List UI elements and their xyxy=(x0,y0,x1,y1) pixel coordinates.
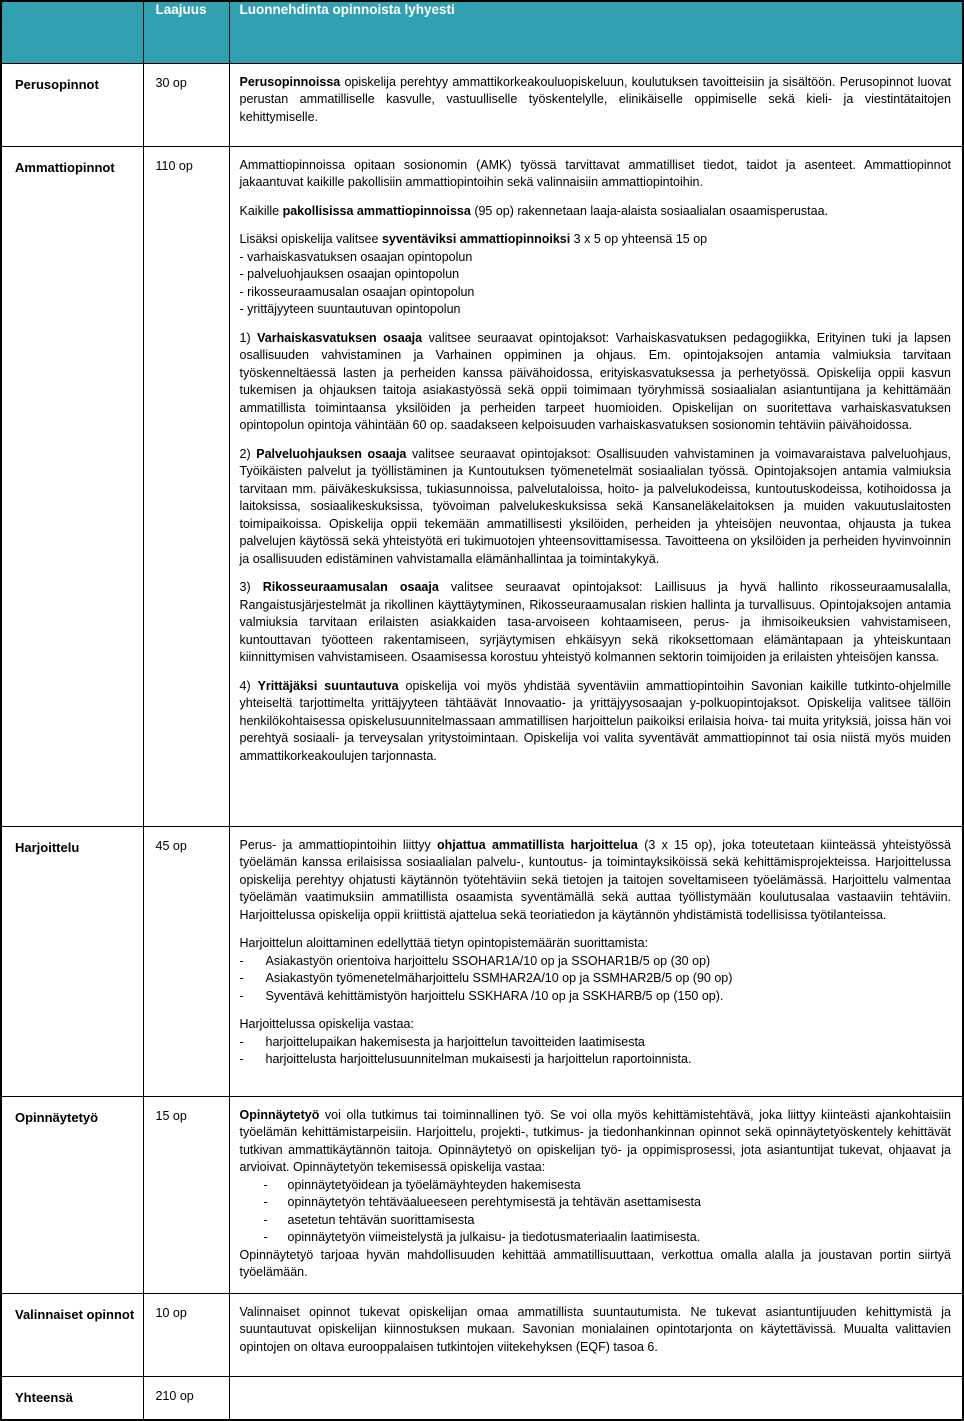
list-item-text: opinnäytetyön tehtäväalueeseen perehtymisestä ja tehtävän asettamisesta xyxy=(287,1195,701,1209)
list-dash: - xyxy=(239,971,244,985)
paragraph: 3) Rikosseuraamusalan osaaja valitsee seuraavat opintojaksot: Laillisuus ja hyvä hallinto rikosseuraamusalalla, Rangaistusjärjestelmät ja rikollinen käyttäytyminen, Rikosseuraamusalan riskien hallinta ja turvallisuus. Opintojaksojen antamia valmiuksia tarvitaan erilaisten asiakkaiden tasa-arvoiseen kohtaamiseen, perus- ja ihmisoikeuksien vahvistamiseen, kuntouttavan työotteen rakentamiseen, syrjäytymisen ehkäisyyn sekä rikoksettomaan elämäntapaan ja yhteiskuntaan kiinnittymisen vahvistamiseen. Osaamisessa korostuu yhteistyö kolmannen sektorin toimijoiden ja erilaisten yhteisöjen kanssa. xyxy=(239,580,951,664)
row-credits: 45 op xyxy=(143,826,229,1096)
list-dash: - xyxy=(263,1212,268,1227)
paragraph: - yrittäjyyteen suuntautuvan opintopolun xyxy=(239,302,461,316)
row-credits: 110 op xyxy=(143,146,229,826)
table-row-perusopinnot xyxy=(1,63,963,146)
list-dash: - xyxy=(239,1034,244,1049)
list-item xyxy=(264,1177,952,1195)
row-credits: 30 op xyxy=(143,63,229,146)
header-row xyxy=(1,1,963,63)
list-item-text: Syventävä kehittämistyön harjoittelu SSKHARA /10 op ja SSKHARB/5 op (150 op). xyxy=(265,988,724,1003)
list-item xyxy=(240,970,952,988)
row-label: Ammattiopinnot xyxy=(1,146,143,826)
header-cell-laajuus: Laajuus xyxy=(143,1,229,63)
row-description xyxy=(229,1376,963,1420)
row-description xyxy=(229,1096,963,1293)
list-item-text: asetetun tehtävän suorittamisesta xyxy=(287,1212,475,1227)
table-row-valinnaiset-opinnot xyxy=(1,1293,963,1376)
table-row-ammattiopinnot xyxy=(1,146,963,826)
list-item-text: Asiakastyön orientoiva harjoittelu SSOHAR1A/10 op ja SSOHAR1B/5 op (30 op) xyxy=(265,953,711,968)
table-row-opinnaytetyo xyxy=(1,1096,963,1293)
row-description xyxy=(229,146,963,826)
row-description xyxy=(229,1293,963,1376)
table-body xyxy=(1,63,963,1420)
row-label: Yhteensä xyxy=(1,1376,143,1420)
list-dash: - xyxy=(263,1230,268,1244)
paragraph: Opinnäytetyö tarjoaa hyvän mahdollisuuden kehittää ammatillisuuttaan, verkottua omalla alalla ja joustavan portin siirtyä työelämään. xyxy=(239,1247,951,1279)
list-item xyxy=(240,1034,952,1052)
header-cell-empty xyxy=(1,1,143,63)
row-label: Opinnäytetyö xyxy=(1,1096,143,1293)
list-dash: - xyxy=(239,1052,244,1066)
list-item xyxy=(264,1212,952,1230)
list-item xyxy=(240,953,952,971)
row-description xyxy=(229,826,963,1096)
row-label: Perusopinnot xyxy=(1,63,143,146)
list-item xyxy=(264,1229,952,1247)
paragraph: Ammattiopinnoissa opitaan sosionomin (AMK) työssä tarvittavat ammatilliset tiedot, taidot ja asenteet. Ammattiopinnot jakaantuvat kaikille pakollisiin ammattiopintoihin sekä valinnaisiin ammattiopintoihin. xyxy=(239,157,951,189)
paragraph: - rikosseuraamusalan osaajan opintopolun xyxy=(239,284,475,299)
row-credits: 15 op xyxy=(143,1096,229,1293)
row-label: Valinnaiset opinnot xyxy=(1,1293,143,1376)
paragraph: Lisäksi opiskelija valitsee syventäviksi ammattiopinnoiksi 3 x 5 op yhteensä 15 op xyxy=(239,232,708,246)
paragraph: 2) Palveluohjauksen osaaja valitsee seuraavat opintojaksot: Osallisuuden vahvistaminen ja voimavaraistava palveluohjaus, Työikäisten palvelut ja työllistäminen ja Kuntoutuksen työmenetelmät sosiaalialan työssä. Opintojaksojen antamia valmiuksia tarvitaan mm. päiväkeskuksissa, tukiasunnoissa, palvelutaloissa, hoito- ja palvelukodeissa, kuntoutuskodeissa, kotihoidossa ja laitoksissa, sosiaalikeskuksissa, työvoiman palvelukeskuksissa sekä Kansaneläkelaitoksen ja muiden vakuutuslaitosten toimipaikoissa. Opiskelija oppii tekemään ammatillisesti yksilöiden, perheiden ja yhteisöjen neuvontaa, ohjausta ja tukea palvelujen käytössä sekä yhteistyötä eri tukimuotojen yhteensovittamisessa. Tavoitteena on yksilöiden ja perheiden hyvinvoinnin ja osallisuuden edistäminen vahvistamalla elämänhallintaa ja toimintakykyä. xyxy=(239,446,951,566)
paragraph: - palveluohjauksen osaajan opintopolun xyxy=(239,267,460,281)
list-item-text: opinnäytetyöidean ja työelämäyhteyden hakemisesta xyxy=(287,1177,581,1192)
paragraph: Perusopinnoissa opiskelija perehtyy ammattikorkeakouluopiskeluun, koulutuksen tavoitteisiin ja sisältöön. Perusopinnot luovat perustan ammatilliselle kasvulle, vastuulliselle työskentelylle, elinikäiselle oppimiselle sekä kieli- ja viestintätaitojen kehittymiselle. xyxy=(239,74,951,124)
table-row-yhteensa xyxy=(1,1376,963,1420)
list-item-text: Asiakastyön työmenetelmäharjoittelu SSMHAR2A/10 op ja SSMHAR2B/5 op (90 op) xyxy=(265,971,733,985)
list-dash: - xyxy=(263,1177,268,1192)
paragraph: Harjoittelun aloittaminen edellyttää tietyn opintopistemäärän suorittamista: xyxy=(239,936,649,950)
paragraph: 1) Varhaiskasvatuksen osaaja valitsee seuraavat opintojaksot: Varhaiskasvatuksen pedagogiikka, Erityinen tuki ja lapsen osallisuuden vahvistaminen ja Varhainen oppiminen ja ohjaus. Em. opintojaksojen antamia valmiuksia tarvitaan työskenneltäessä lasten ja perheiden kanssa päivähoidossa, erityiskasvatuksessa ja perhetyössä. Opiskelija oppii kasvun tukemisen ja ohjauksen taitoja asiakastyössä sekä oppii toimimaan työryhmissä sosiaalialan asiantuntijana ja kehittämään ammatillista toimintaansa yksilöiden ja perheiden tarpeet huomioiden. Opiskelijan on suoritettava varhaiskasvatuksen opintopolun opintoja vähintään 60 op. saadakseen kelpoisuuden varhaiskasvatuksen sosionomin tehtäviin päivähoidossa. xyxy=(239,330,951,432)
list-item xyxy=(240,1051,952,1069)
row-credits: 210 op xyxy=(143,1376,229,1420)
paragraph: Opinnäytetyö voi olla tutkimus tai toiminnallinen työ. Se voi olla myös kehittämistehtävä, joka liittyy kiinteästi ajankohtaisiin työelämän kehittämistarpeisiin. Harjoittelu, projekti-, tutkimus- ja tiedonhankinnan opinnot sekä opinnäytetyöskentely kehittävät tutkivan ammattikäytännön taitoja. Opinnäytetyö on opiskelijan työ- ja oppimisprosessi, jota asiantuntijat tukevat, ohjaavat ja arvioivat. Opinnäytetyön tekemisessä opiskelija vastaa: xyxy=(239,1107,951,1174)
list-item xyxy=(264,1194,952,1212)
header-cell-description: Luonnehdinta opinnoista lyhyesti xyxy=(229,1,963,63)
paragraph: Valinnaiset opinnot tukevat opiskelijan omaa ammatillista suuntautumista. Ne tukevat asiantuntijuuden kehittymistä ja suuntautuvat opiskelijan kiinnostuksen mukaan. Savonian monialainen opintotarjonta on käytettävissä. Muualta valittavien opintojen on oltava eurooppalaisen tutkintojen viitekehyksen (EQF) tasoa 6. xyxy=(239,1304,951,1354)
list-item-text: harjoittelusta harjoittelusuunnitelman mukaisesti ja harjoittelun raportoinnista. xyxy=(265,1052,692,1066)
paragraph: - varhaiskasvatuksen osaajan opintopolun xyxy=(239,249,473,264)
row-credits: 10 op xyxy=(143,1293,229,1376)
row-label: Harjoittelu xyxy=(1,826,143,1096)
paragraph: Kaikille pakollisissa ammattiopinnoissa (95 op) rakennetaan laaja-alaista sosiaalialan osaamisperustaa. xyxy=(239,203,829,218)
list-dash: - xyxy=(239,988,244,1003)
list-dash: - xyxy=(239,953,244,968)
row-description xyxy=(229,63,963,146)
table-row-harjoittelu xyxy=(1,826,963,1096)
list-dash: - xyxy=(263,1195,268,1209)
paragraph: Harjoittelussa opiskelija vastaa: xyxy=(239,1017,414,1031)
list-item-text: harjoittelupaikan hakemisesta ja harjoittelun tavoitteiden laatimisesta xyxy=(265,1034,645,1049)
list-item xyxy=(240,988,952,1006)
paragraph: Perus- ja ammattiopintoihin liittyy ohjattua ammatillista harjoittelua (3 x 15 op), joka toteutetaan kiinteässä yhteistyössä työelämän kanssa erilaisissa sosiaalialan palvelu-, kuntoutus- ja toimintayksiköissä sekä kehittämisprojekteissa. Harjoittelussa opiskelija perehtyy ohjatusti käytännön työtehtäviin sekä tietojen ja taitojen soveltamiseen työelämässä. Harjoittelu valmentaa työelämän vaatimuksiin ammatillista osaamista syventämällä sekä auttaa työllistymään koulutusalaa vastaaviin tehtäviin. Harjoittelussa opiskelija oppii kriittistä ajattelua sekä teoriatiedon ja käytännön yhdistämistä todellisissa työtilanteissa. xyxy=(239,837,952,922)
list-item-text: opinnäytetyön viimeistelystä ja julkaisu- ja tiedotusmateriaalin laatimisesta. xyxy=(287,1230,701,1244)
paragraph: 4) Yrittäjäksi suuntautuva opiskelija voi myös yhdistää syventäviin ammattiopintoihin Savonian kaikille tutkinto-ohjelmille yhteiseltä tarjottimelta yrittäjyyteen tähtäävät Innovaatio- ja yrittäjyysosaajan y-polkuopintojaksot. Opiskelija valitsee tällöin henkilökohtaisessa opiskelusuunnitelmassaan ammatillisen harjoittelun paikoiksi erilaisia hoiva- tai muita yrityksiä, joissa hän voi perehtyä sosiaali- ja terveysalan yritystoimintaan. Opiskelija voi valita syventävät ammattiopinnot tai osia niistä myös muiden ammattikorkeakoulujen tarjonnasta. xyxy=(239,678,951,763)
